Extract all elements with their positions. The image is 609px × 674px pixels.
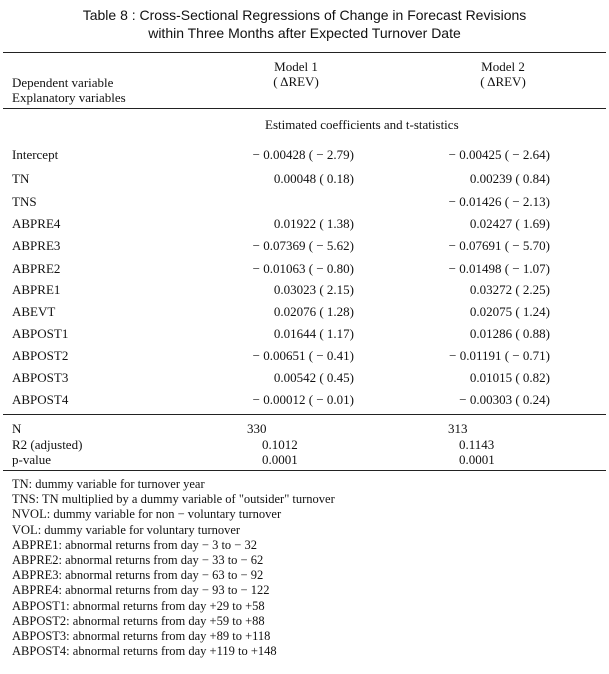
row-label: ABPOST2 [12, 348, 69, 363]
row-label: ABPRE2 [12, 261, 61, 276]
model-1-value: − 0.00012 ( − 0.01) [252, 392, 354, 407]
table-row [0, 171, 609, 187]
row-label: ABPOST1 [12, 326, 69, 341]
model-2-value: 0.00239 ( 0.84) [469, 171, 550, 186]
note-line: ABPOST3: abnormal returns from day +89 to +118 [12, 629, 271, 644]
model-2-value: − 0.01498 ( − 1.07) [448, 261, 550, 276]
model-1-value: − 0.00651 ( − 0.41) [252, 348, 354, 363]
row-label: TN [12, 171, 30, 186]
model-2-value: 0.02427 ( 1.69) [469, 216, 550, 231]
stats-row-n [0, 421, 609, 436]
row-label: ABPRE3 [12, 238, 61, 253]
table-row [0, 147, 609, 163]
row-label: TNS [12, 194, 37, 209]
model-1-value: 0.00048 ( 0.18) [273, 171, 354, 186]
note-line: ABPRE4: abnormal returns from day − 93 to − 122 [12, 583, 270, 598]
note-line: ABPOST1: abnormal returns from day +29 to +58 [12, 598, 265, 613]
table-row [0, 348, 609, 364]
table-notes [12, 477, 335, 659]
model-2-stat: 0.0001 [459, 452, 495, 467]
model-1-header: Model 1 [274, 59, 318, 74]
model-1-value: − 0.01063 ( − 0.80) [252, 261, 354, 276]
model-1-value: 0.03023 ( 2.15) [273, 282, 354, 297]
stat-label: R2 (adjusted) [12, 437, 83, 452]
stat-label: N [12, 421, 22, 436]
row-label: ABPRE1 [12, 282, 61, 297]
bottom-rule [3, 470, 606, 471]
row-label: ABEVT [12, 304, 56, 319]
table-row [0, 238, 609, 254]
table-title-line-1: Table 8 : Cross-Sectional Regressions of Change in Forecast Revisions [82, 7, 527, 23]
table-row [0, 392, 609, 408]
note-line: TNS: TN multiplied by a dummy variable of "outsider" turnover [12, 492, 335, 507]
model-2-stat: 0.1143 [459, 437, 495, 452]
stats-rule [3, 414, 606, 415]
model-1-value: 0.01922 ( 1.38) [273, 216, 354, 231]
model-2-dependent: ( ΔREV) [480, 74, 526, 89]
note-line: ABPOST4: abnormal returns from day +119 to +148 [12, 644, 277, 659]
model-1-value: 0.00542 ( 0.45) [273, 370, 354, 385]
table-title-line-2: within Three Months after Expected Turnover Date [148, 25, 461, 41]
model-2-value: − 0.00425 ( − 2.64) [448, 147, 550, 162]
row-label: ABPRE4 [12, 216, 61, 231]
model-2-value: 0.02075 ( 1.24) [469, 304, 550, 319]
row-label: ABPOST3 [12, 370, 69, 385]
model-2-stat: 313 [448, 421, 468, 436]
model-2-value: − 0.00303 ( 0.24) [459, 392, 550, 407]
stats-row-r2 [0, 437, 609, 452]
table-row [0, 304, 609, 320]
model-2-value: − 0.01191 ( − 0.71) [449, 348, 550, 363]
model-2-value: 0.01286 ( 0.88) [469, 326, 550, 341]
note-line: ABPRE2: abnormal returns from day − 33 to − 62 [12, 553, 264, 568]
model-1-value: − 0.07369 ( − 5.62) [252, 238, 354, 253]
note-line: VOL: dummy variable for voluntary turnover [12, 522, 241, 537]
model-2-value: − 0.07691 ( − 5.70) [448, 238, 550, 253]
note-line: TN: dummy variable for turnover year [12, 477, 205, 491]
model-1-dependent: ( ΔREV) [273, 74, 319, 89]
note-line: ABPOST2: abnormal returns from day +59 to +88 [12, 613, 265, 628]
header-rule [3, 108, 606, 109]
model-2-value: 0.03272 ( 2.25) [469, 282, 550, 297]
model-1-stat: 0.0001 [262, 452, 298, 467]
model-1-value: 0.01644 ( 1.17) [273, 326, 354, 341]
model-1-value: − 0.00428 ( − 2.79) [252, 147, 354, 162]
note-line: ABPRE1: abnormal returns from day − 3 to − 32 [12, 537, 257, 552]
explanatory-variables-label: Explanatory variables [12, 90, 126, 105]
row-label: ABPOST4 [12, 392, 69, 407]
model-1-stat: 330 [247, 421, 267, 436]
table-row [0, 282, 609, 298]
stat-label: p-value [12, 452, 51, 467]
row-label: Intercept [12, 147, 59, 162]
model-2-value: − 0.01426 ( − 2.13) [448, 194, 550, 209]
top-rule [3, 52, 606, 53]
model-2-header: Model 2 [481, 59, 525, 74]
stats-row-pvalue [0, 452, 609, 467]
table-row [0, 216, 609, 232]
model-1-value: 0.02076 ( 1.28) [273, 304, 354, 319]
table-row [0, 326, 609, 342]
table-row [0, 370, 609, 386]
dependent-variable-label: Dependent variable [12, 75, 114, 90]
model-1-stat: 0.1012 [262, 437, 298, 452]
note-line: NVOL: dummy variable for non − voluntary turnover [12, 507, 282, 522]
section-label: Estimated coefficients and t-statistics [265, 117, 459, 132]
table-row [0, 261, 609, 277]
model-2-value: 0.01015 ( 0.82) [469, 370, 550, 385]
table-row [0, 194, 609, 210]
note-line: ABPRE3: abnormal returns from day − 63 to − 92 [12, 568, 264, 583]
